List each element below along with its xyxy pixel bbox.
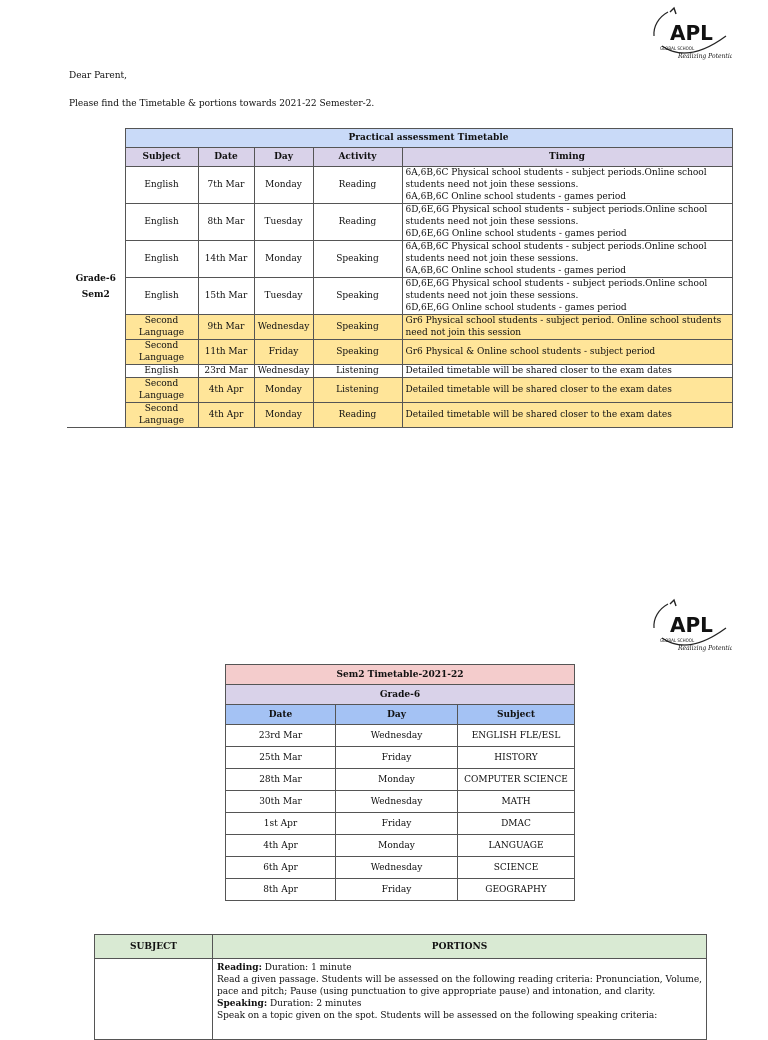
portions-col-subject: SUBJECT bbox=[95, 935, 213, 959]
logo-text: APL bbox=[670, 21, 713, 45]
sem2-date: 25th Mar bbox=[226, 747, 336, 769]
table-row bbox=[226, 857, 575, 879]
row-timing: 6A,6B,6C Physical school students - subject periods.Online school students need not join these sessions. 6A,6B,6C Online school students - games period bbox=[402, 167, 732, 204]
row-activity: Listening bbox=[313, 378, 402, 403]
logo-text: APL bbox=[670, 613, 713, 637]
col-activity: Activity bbox=[313, 148, 402, 167]
table-row bbox=[226, 879, 575, 901]
row-timing: Detailed timetable will be shared closer to the exam dates bbox=[402, 365, 732, 378]
row-date: 11th Mar bbox=[198, 340, 254, 365]
col-day: Day bbox=[254, 148, 313, 167]
table-row bbox=[226, 835, 575, 857]
row-subject: English bbox=[125, 204, 198, 241]
sem2-date: 1st Apr bbox=[226, 813, 336, 835]
row-day: Monday bbox=[254, 241, 313, 278]
row-activity: Reading bbox=[313, 167, 402, 204]
row-timing: 6D,6E,6G Physical school students - subject periods.Online school students need not join these sessions. 6D,6E,6G Online school students - games period bbox=[402, 278, 732, 315]
row-activity: Speaking bbox=[313, 241, 402, 278]
sem2-subject: LANGUAGE bbox=[458, 835, 575, 857]
sem2-subject: SCIENCE bbox=[458, 857, 575, 879]
portions-table bbox=[94, 934, 707, 1040]
sem2-col-subject: Subject bbox=[458, 705, 575, 725]
row-activity: Reading bbox=[313, 204, 402, 241]
row-timing: 6D,6E,6G Physical school students - subject periods.Online school students need not join these sessions. 6D,6E,6G Online school students - games period bbox=[402, 204, 732, 241]
greeting: Dear Parent, bbox=[69, 71, 127, 81]
svg-text:Realizing Potential: Realizing Potential bbox=[678, 645, 732, 652]
row-timing: Detailed timetable will be shared closer to the exam dates bbox=[402, 403, 732, 428]
row-date: 7th Mar bbox=[198, 167, 254, 204]
sem2-date: 28th Mar bbox=[226, 769, 336, 791]
row-activity: Speaking bbox=[313, 278, 402, 315]
row-subject: English bbox=[125, 241, 198, 278]
svg-text:GLOBAL SCHOOL: GLOBAL SCHOOL bbox=[660, 46, 695, 51]
sem2-day: Wednesday bbox=[336, 725, 458, 747]
sem2-day: Friday bbox=[336, 813, 458, 835]
sem2-day: Friday bbox=[336, 747, 458, 769]
col-subject: Subject bbox=[125, 148, 198, 167]
row-timing: 6A,6B,6C Physical school students - subject periods.Online school students need not join these sessions. 6A,6B,6C Online school students - games period bbox=[402, 241, 732, 278]
table-row bbox=[67, 167, 732, 204]
row-date: 14th Mar bbox=[198, 241, 254, 278]
table-row bbox=[226, 747, 575, 769]
practical-title: Practical assessment Timetable bbox=[125, 129, 732, 148]
table-row bbox=[67, 241, 732, 278]
practical-assessment-table bbox=[67, 128, 733, 428]
sem2-day: Wednesday bbox=[336, 791, 458, 813]
table-row bbox=[67, 278, 732, 315]
table-row bbox=[67, 340, 732, 365]
row-timing: Gr6 Physical school students - subject period. Online school students need not join this session bbox=[402, 315, 732, 340]
row-activity: Listening bbox=[313, 365, 402, 378]
sem2-day: Wednesday bbox=[336, 857, 458, 879]
sem2-subject: ENGLISH FLE/ESL bbox=[458, 725, 575, 747]
row-day: Friday bbox=[254, 340, 313, 365]
sem2-subject: HISTORY bbox=[458, 747, 575, 769]
sem2-date: 6th Apr bbox=[226, 857, 336, 879]
row-day: Monday bbox=[254, 378, 313, 403]
table-row bbox=[67, 403, 732, 428]
sem2-title: Sem2 Timetable-2021-22 bbox=[226, 665, 575, 685]
intro-line: Please find the Timetable & portions towards 2021-22 Semester-2. bbox=[69, 99, 375, 109]
sem2-day: Friday bbox=[336, 879, 458, 901]
portions-col-portions: PORTIONS bbox=[213, 935, 707, 959]
row-day: Monday bbox=[254, 403, 313, 428]
row-day: Tuesday bbox=[254, 278, 313, 315]
row-date: 9th Mar bbox=[198, 315, 254, 340]
reading-description: Read a given passage. Students will be assessed on the following reading criteria: Pronunciation, Volume, pace and pitch; Pause (using punctuation to give appropriate pause) and intonation, and clarity. bbox=[217, 975, 703, 997]
row-timing: Detailed timetable will be shared closer to the exam dates bbox=[402, 378, 732, 403]
sem2-date: 23rd Mar bbox=[226, 725, 336, 747]
sem2-subject: GEOGRAPHY bbox=[458, 879, 575, 901]
row-activity: Reading bbox=[313, 403, 402, 428]
row-subject: English bbox=[125, 365, 198, 378]
table-row bbox=[67, 204, 732, 241]
row-day: Wednesday bbox=[254, 315, 313, 340]
row-date: 4th Apr bbox=[198, 403, 254, 428]
table-row bbox=[67, 315, 732, 340]
row-subject: Second Language bbox=[125, 378, 198, 403]
col-date: Date bbox=[198, 148, 254, 167]
row-day: Wednesday bbox=[254, 365, 313, 378]
table-header-row bbox=[67, 148, 732, 167]
table-row bbox=[67, 365, 732, 378]
table-row bbox=[226, 791, 575, 813]
row-subject: English bbox=[125, 278, 198, 315]
row-activity: Speaking bbox=[313, 340, 402, 365]
table-row bbox=[67, 378, 732, 403]
sem2-col-date: Date bbox=[226, 705, 336, 725]
sem2-col-day: Day bbox=[336, 705, 458, 725]
sem2-grade: Grade-6 bbox=[226, 685, 575, 705]
col-timing: Timing bbox=[402, 148, 732, 167]
portions-subject-cell bbox=[95, 959, 213, 1040]
table-row bbox=[226, 725, 575, 747]
row-subject: Second Language bbox=[125, 315, 198, 340]
sem2-timetable bbox=[225, 664, 575, 901]
row-activity: Speaking bbox=[313, 315, 402, 340]
table-title-row bbox=[67, 129, 732, 148]
row-subject: English bbox=[125, 167, 198, 204]
sem2-subject: DMAC bbox=[458, 813, 575, 835]
sem2-day: Monday bbox=[336, 769, 458, 791]
row-subject: Second Language bbox=[125, 403, 198, 428]
row-timing: Gr6 Physical & Online school students - subject period bbox=[402, 340, 732, 365]
row-day: Monday bbox=[254, 167, 313, 204]
row-subject: Second Language bbox=[125, 340, 198, 365]
sem2-date: 8th Apr bbox=[226, 879, 336, 901]
svg-text:Realizing Potential: Realizing Potential bbox=[678, 53, 732, 60]
row-date: 15th Mar bbox=[198, 278, 254, 315]
row-date: 8th Mar bbox=[198, 204, 254, 241]
school-logo-2 bbox=[648, 598, 732, 654]
row-day: Tuesday bbox=[254, 204, 313, 241]
svg-text:GLOBAL SCHOOL: GLOBAL SCHOOL bbox=[660, 638, 695, 643]
sem2-date: 30th Mar bbox=[226, 791, 336, 813]
sem2-date: 4th Apr bbox=[226, 835, 336, 857]
row-date: 23rd Mar bbox=[198, 365, 254, 378]
table-row bbox=[226, 769, 575, 791]
sem2-subject: MATH bbox=[458, 791, 575, 813]
grade-label: Grade-6 Sem2 bbox=[67, 148, 125, 428]
speaking-description: Speak on a topic given on the spot. Students will be assessed on the following speaking criteria: bbox=[217, 1011, 658, 1021]
table-row bbox=[226, 813, 575, 835]
portions-body: Reading: Duration: 1 minute Read a given passage. Students will be assessed on the following reading criteria: Pronunciation, Volume, pace and pitch; Pause (using punctuation to give appropriate pause) and intonation, and clarity. Speaking: Duration: 2 minutes Speak on a topic given on the spot. Students will be assessed on the following speaking criteria: bbox=[213, 959, 707, 1040]
row-date: 4th Apr bbox=[198, 378, 254, 403]
sem2-day: Monday bbox=[336, 835, 458, 857]
sem2-subject: COMPUTER SCIENCE bbox=[458, 769, 575, 791]
school-logo bbox=[648, 6, 732, 62]
